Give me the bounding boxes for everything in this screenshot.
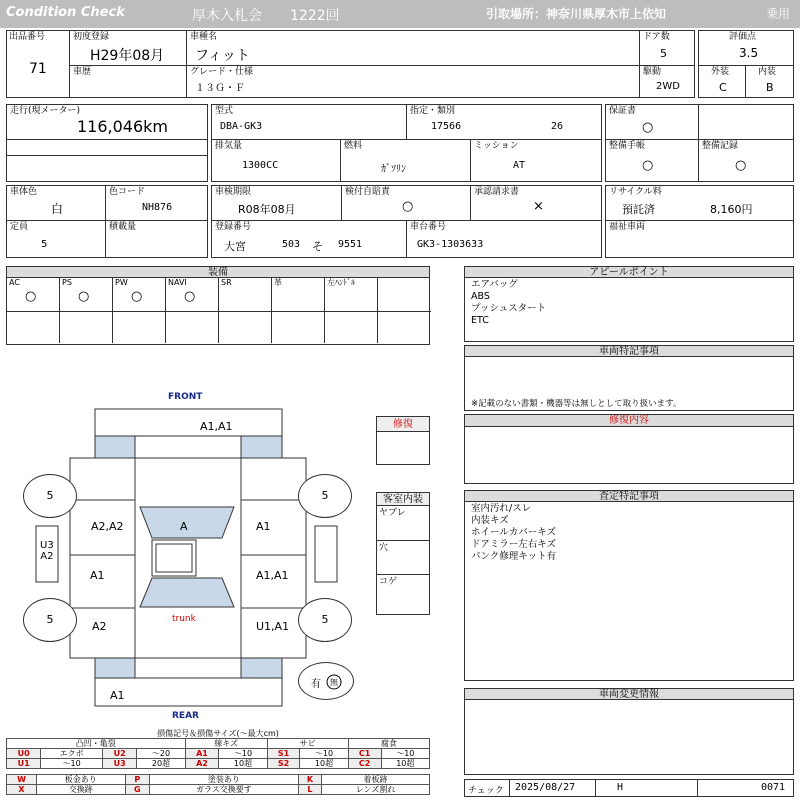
legend-desc: ～10 [41, 759, 103, 769]
legend-desc: ガラス交換要す [149, 785, 298, 795]
legend-code: C2 [348, 759, 381, 769]
drive-box [639, 65, 695, 98]
vehicle-category: 乗用 [766, 7, 791, 21]
sheet-number: 0071 [761, 782, 786, 793]
legend-group-rust: サビ [267, 739, 348, 749]
legend-code: U1 [7, 759, 41, 769]
tire-rear-left: 5 [23, 598, 77, 642]
inspection-value: R08年08月 [238, 203, 296, 216]
check-bar [464, 779, 794, 797]
first-reg-box [69, 30, 187, 66]
appeal-box [464, 277, 794, 342]
grade-label: グレード・仕様 [190, 67, 254, 77]
legend-desc: 板金あり [36, 775, 125, 785]
lot-number: 71 [29, 61, 47, 77]
grade-value: １３Ｇ・Ｆ [195, 83, 245, 94]
inspection-note-line: パンク修理キット有 [471, 551, 557, 562]
check-label: チェック [468, 786, 504, 796]
legend-desc: ～10 [300, 749, 348, 759]
exterior-box [698, 65, 746, 98]
plate-class: 503 [282, 239, 301, 250]
legend-code: K [298, 775, 321, 785]
inspection-notes-box [464, 501, 794, 681]
lot-box [6, 30, 70, 98]
changes-box [464, 699, 794, 775]
legend-title: 損傷記号＆損傷サイズ(～最大cm) [157, 729, 279, 738]
insurance-value: ○ [402, 199, 414, 214]
equipment-cell [7, 277, 60, 343]
load-box [105, 220, 208, 258]
category-number: 26 [551, 121, 564, 132]
form-title: Condition Check [6, 5, 125, 20]
equipment-cell [166, 277, 219, 343]
equipment-value: ○ [131, 289, 143, 304]
svg-text:無: 無 [330, 678, 338, 687]
equipment-label: 左ﾊﾝﾄﾞﾙ [327, 278, 355, 287]
designation-label: 指定・類別 [410, 106, 456, 116]
fuel-value: ｶﾞｿﾘﾝ [381, 164, 406, 175]
displacement-box [211, 139, 341, 182]
mark-quarter-left: A2 [92, 620, 107, 633]
capacity-label: 定員 [10, 222, 29, 232]
equipment-cell [272, 277, 325, 343]
legend-desc: 塗装あり [149, 775, 298, 785]
inspection-note-line: 内装キズ [471, 515, 509, 526]
manual-label: 整備手帳 [609, 141, 646, 151]
mark-front-bumper: A1,A1 [200, 420, 233, 433]
appeal-line: エアバッグ [471, 279, 518, 290]
auction-name: 厚木入札会 [192, 8, 262, 24]
inspector-code: H [617, 782, 624, 793]
front-label: FRONT [168, 392, 203, 402]
history-box [69, 65, 187, 98]
mark-fender-left: A2,A2 [91, 520, 124, 533]
service-box [698, 139, 794, 182]
equipment-header: 装備 [6, 266, 430, 278]
mileage-value: 116,046km [77, 117, 169, 136]
session-no: 1222回 [290, 8, 340, 24]
warranty-value: ○ [642, 120, 654, 135]
legend-table [6, 738, 430, 769]
equipment-label: PW [115, 278, 128, 287]
legend-desc: ～10 [381, 749, 429, 759]
mission-box [470, 139, 602, 182]
equipment-label: AC [9, 278, 20, 287]
equipment-cell [60, 277, 113, 343]
legend-code: U3 [102, 759, 136, 769]
mileage-box [6, 104, 208, 182]
spare-tire [298, 662, 354, 700]
interior-box [745, 65, 794, 98]
mark-quarter-right: U1,A1 [256, 620, 290, 633]
special-box [464, 356, 794, 411]
legend-code: W [7, 775, 37, 785]
first-reg-label: 初度登録 [73, 32, 110, 42]
legend-code: A1 [185, 749, 219, 759]
color-code-label: 色コード [109, 187, 146, 197]
repair-box [376, 431, 430, 465]
mission-value: AT [513, 160, 526, 171]
legend-code: G [125, 785, 149, 795]
fuel-label: 燃料 [344, 141, 363, 151]
manual-value: ○ [642, 158, 654, 173]
inspection-note-line: ドアミラー左右キズ [471, 539, 557, 550]
mark-mirror-left: U3 A2 [40, 540, 54, 562]
legend-group-dent: 凸凹・亀裂 [7, 739, 186, 749]
welfare-box [605, 220, 794, 258]
equipment-grid [6, 277, 430, 345]
score-label: 評価点 [729, 32, 757, 42]
plate-number: 9551 [338, 239, 363, 250]
warranty-box [605, 104, 699, 140]
plate-label: 登録番号 [215, 222, 252, 232]
car-name-box [186, 30, 640, 66]
appeal-line: ABS [471, 291, 490, 302]
legend-desc: 着板跡 [322, 775, 430, 785]
legend-code: A2 [185, 759, 219, 769]
interior-value: B [766, 81, 774, 94]
welfare-label: 福祉車両 [609, 222, 646, 232]
recycle-label: リサイクル料 [609, 187, 662, 197]
legend-code: U2 [102, 749, 136, 759]
repair-detail-header: 修復内容 [464, 414, 794, 427]
inspection-label: 車検期限 [215, 187, 252, 197]
insurance-label: 検付自賠責 [345, 187, 391, 197]
displacement-value: 1300CC [242, 160, 279, 171]
insurance-box [341, 185, 471, 221]
repair-detail-box [464, 426, 794, 484]
drive-label: 駆動 [643, 67, 662, 77]
color-label: 車体色 [10, 187, 38, 197]
legend-code: C1 [348, 749, 381, 759]
plate-kana: そ [312, 240, 323, 253]
load-label: 積載量 [109, 222, 137, 232]
special-note: ※記載のない書類・機器等は無しとして取り扱います。 [471, 399, 682, 409]
car-name-label: 車種名 [190, 32, 218, 42]
equipment-value: ○ [184, 289, 196, 304]
model-value: DBA-GK3 [220, 121, 263, 132]
mission-label: ミッション [474, 141, 519, 151]
changes-header: 車両変更情報 [464, 688, 794, 700]
cabin-item-hole: 穴 [379, 543, 389, 553]
service-label: 整備記録 [702, 141, 739, 151]
service-value: ○ [735, 158, 747, 173]
doors-value: 5 [660, 47, 667, 60]
recycle-status: 預託済 [622, 203, 655, 216]
exterior-value: C [719, 81, 727, 94]
score-value: 3.5 [739, 46, 759, 60]
car-name-value: フィット [195, 48, 250, 64]
check-date: 2025/08/27 [515, 782, 576, 793]
pickup-location: 引取場所：神奈川県厚木市上依知 [486, 7, 667, 21]
plate-box [211, 220, 407, 258]
legend-desc: 20超 [137, 759, 185, 769]
color-code-value: NH876 [142, 202, 173, 213]
doors-box [639, 30, 695, 66]
repair-header: 修復 [376, 416, 430, 432]
equipment-value: ○ [78, 289, 90, 304]
displacement-label: 排気量 [215, 141, 243, 151]
warranty-label: 保証書 [609, 106, 637, 116]
legend-desc: 10超 [381, 759, 429, 769]
legend-group-scratch: 線キズ [185, 739, 267, 749]
inspection-box [211, 185, 342, 221]
inspection-notes-header: 査定特記事項 [464, 490, 794, 502]
model-box [211, 104, 407, 140]
legend-code: S2 [267, 759, 300, 769]
mileage-label: 走行(現メーター) [10, 106, 81, 116]
cabin-item-burn: コゲ [379, 577, 398, 587]
legend-table-2 [6, 774, 430, 795]
legend-code: X [7, 785, 37, 795]
legend-desc: レンズ割れ [322, 785, 430, 795]
header-bar [0, 0, 800, 28]
exterior-label: 外装 [711, 67, 730, 77]
color-value: 白 [51, 202, 64, 216]
tire-front-left: 5 [23, 474, 77, 518]
grade-box [186, 65, 640, 98]
legend-code: P [125, 775, 149, 785]
color-box [6, 185, 106, 221]
claim-value: × [533, 199, 544, 214]
legend-group-corrosion: 腐食 [348, 739, 429, 749]
equipment-label: PS [62, 278, 72, 287]
appeal-line: ETC [471, 315, 489, 326]
mark-rear-bumper: A1 [110, 689, 125, 702]
history-label: 車歴 [73, 67, 92, 77]
mark-fender-right: A1 [256, 520, 271, 533]
appeal-header: アピールポイント [464, 266, 794, 278]
inspection-note-line: ホイールカバーキズ [471, 527, 557, 538]
equipment-cell [219, 277, 272, 343]
inspection-note-line: 室内汚れ/スレ [471, 503, 532, 514]
designation-value: 17566 [431, 121, 462, 132]
equipment-value: ○ [25, 289, 37, 304]
spare-tire-icon [326, 674, 342, 690]
equipment-cell [113, 277, 166, 343]
mark-windshield: A [180, 520, 188, 533]
legend-desc: 10超 [219, 759, 267, 769]
equipment-label: SR [221, 278, 232, 287]
special-header: 車両特記事項 [464, 345, 794, 357]
tire-rear-right: 5 [298, 598, 352, 642]
doors-label: ドア数 [643, 32, 670, 42]
cabin-box [376, 505, 430, 615]
legend-code: S1 [267, 749, 300, 759]
legend-desc: ～20 [137, 749, 185, 759]
fuel-box [340, 139, 471, 182]
chassis-label: 車台番号 [410, 222, 447, 232]
appeal-line: プッシュスタート [471, 303, 547, 314]
trunk-label: trunk [172, 614, 196, 624]
claim-box [470, 185, 602, 221]
tire-front-right: 5 [298, 474, 352, 518]
capacity-value: 5 [41, 239, 48, 250]
equipment-label: NAVI [168, 278, 187, 287]
mark-door-left: A1 [90, 569, 105, 582]
lot-label: 出品番号 [9, 32, 46, 42]
color-code-box [105, 185, 208, 221]
cabin-item-tear: ヤブレ [379, 508, 406, 518]
legend-desc: ～10 [219, 749, 267, 759]
rear-label: REAR [172, 711, 199, 721]
legend-desc: エクボ [41, 749, 103, 759]
drive-value: 2WD [656, 81, 680, 92]
recycle-fee: 8,160円 [710, 203, 753, 216]
equipment-label: 革 [274, 278, 282, 287]
legend-code: U0 [7, 749, 41, 759]
first-reg-value: H29年08月 [90, 48, 165, 64]
equipment-cell [325, 277, 378, 343]
chassis-value: GK3-1303633 [417, 239, 484, 250]
mark-door-right: A1,A1 [256, 569, 289, 582]
score-box [698, 30, 794, 66]
interior-label: 内装 [758, 67, 777, 77]
manual-box [605, 139, 699, 182]
capacity-box [6, 220, 106, 258]
legend-desc: 10超 [300, 759, 348, 769]
model-label: 型式 [215, 106, 234, 116]
spare-label: 有 [311, 679, 321, 690]
plate-area: 大宮 [224, 240, 246, 253]
legend-desc: 交換跡 [36, 785, 125, 795]
recycle-box [605, 185, 794, 221]
chassis-box [406, 220, 602, 258]
claim-label: 承認請求書 [474, 187, 520, 197]
cabin-header: 客室内装 [376, 492, 430, 506]
warranty-extra-box [698, 104, 794, 140]
designation-box [406, 104, 602, 140]
legend-code: L [298, 785, 321, 795]
